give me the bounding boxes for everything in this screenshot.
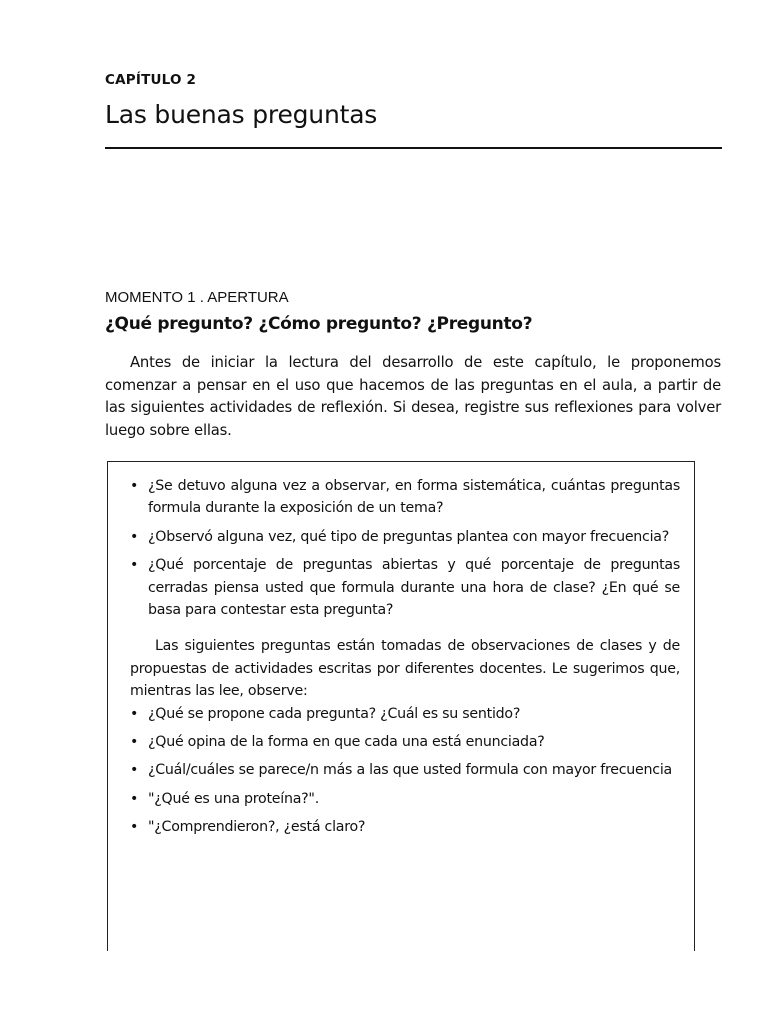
list-item (130, 816, 680, 838)
bullet-icon: • (130, 705, 139, 722)
moment-label: MOMENTO 1 . APERTURA (105, 289, 289, 306)
reflection-box (107, 461, 695, 951)
box-paragraph: Las siguientes preguntas están tomadas de observaciones de clases y de propuestas de actividades escritas por diferentes docentes. Le sugerimos que, mientras las lee, observe: (130, 638, 680, 700)
section-heading: ¿Qué pregunto? ¿Cómo pregunto? ¿Pregunto? (105, 314, 533, 334)
list-item-text: ¿Qué opina de la forma en que cada una está enunciada? (148, 734, 545, 751)
list-item (130, 526, 680, 548)
bullet-icon: • (130, 734, 139, 751)
list-item-text: "¿Qué es una proteína?". (148, 790, 319, 807)
bullet-icon: • (130, 528, 139, 545)
intro-paragraph: Antes de iniciar la lectura del desarrollo de este capítulo, le proponemos comenzar a pensar en el uso que hacemos de las preguntas en el aula, a partir de las siguientes actividades de reflexión. Si desea, registre sus reflexiones para volver luego sobre ellas. (105, 354, 721, 440)
list-item-text: ¿Qué se propone cada pregunta? ¿Cuál es su sentido? (148, 705, 521, 722)
bullet-icon: • (130, 790, 139, 807)
bullet-icon: • (130, 478, 139, 494)
list-item (130, 703, 680, 725)
list-item-text: ¿Se detuvo alguna vez a observar, en forma sistemática, cuántas preguntas formula durante la exposición de un tema? (148, 478, 680, 517)
reflection-question-list (130, 475, 680, 621)
list-item-text: "¿Comprendieron?, ¿está claro? (148, 819, 366, 836)
list-item (130, 788, 680, 810)
list-item (130, 759, 680, 781)
bullet-icon: • (130, 762, 139, 779)
bullet-icon: • (130, 557, 139, 574)
title-divider (105, 147, 722, 149)
bullet-icon: • (130, 819, 139, 836)
observation-question-list (130, 703, 680, 782)
list-item (130, 475, 680, 520)
list-item (130, 731, 680, 753)
list-item-text: ¿Cuál/cuáles se parece/n más a las que usted formula con mayor frecuencia (148, 762, 672, 779)
chapter-label: CAPÍTULO 2 (105, 72, 197, 88)
list-item-text: ¿Observó alguna vez, qué tipo de preguntas plantea con mayor frecuencia? (148, 528, 670, 545)
list-item-text: ¿Qué porcentaje de preguntas abiertas y qué porcentaje de preguntas cerradas piensa usted que formula durante una hora de clase? ¿En qué se basa para contestar esta pregunta? (148, 557, 680, 619)
example-question-list (130, 788, 680, 839)
chapter-title: Las buenas preguntas (105, 100, 378, 129)
reflection-box-content (130, 475, 680, 845)
list-item (130, 554, 680, 621)
